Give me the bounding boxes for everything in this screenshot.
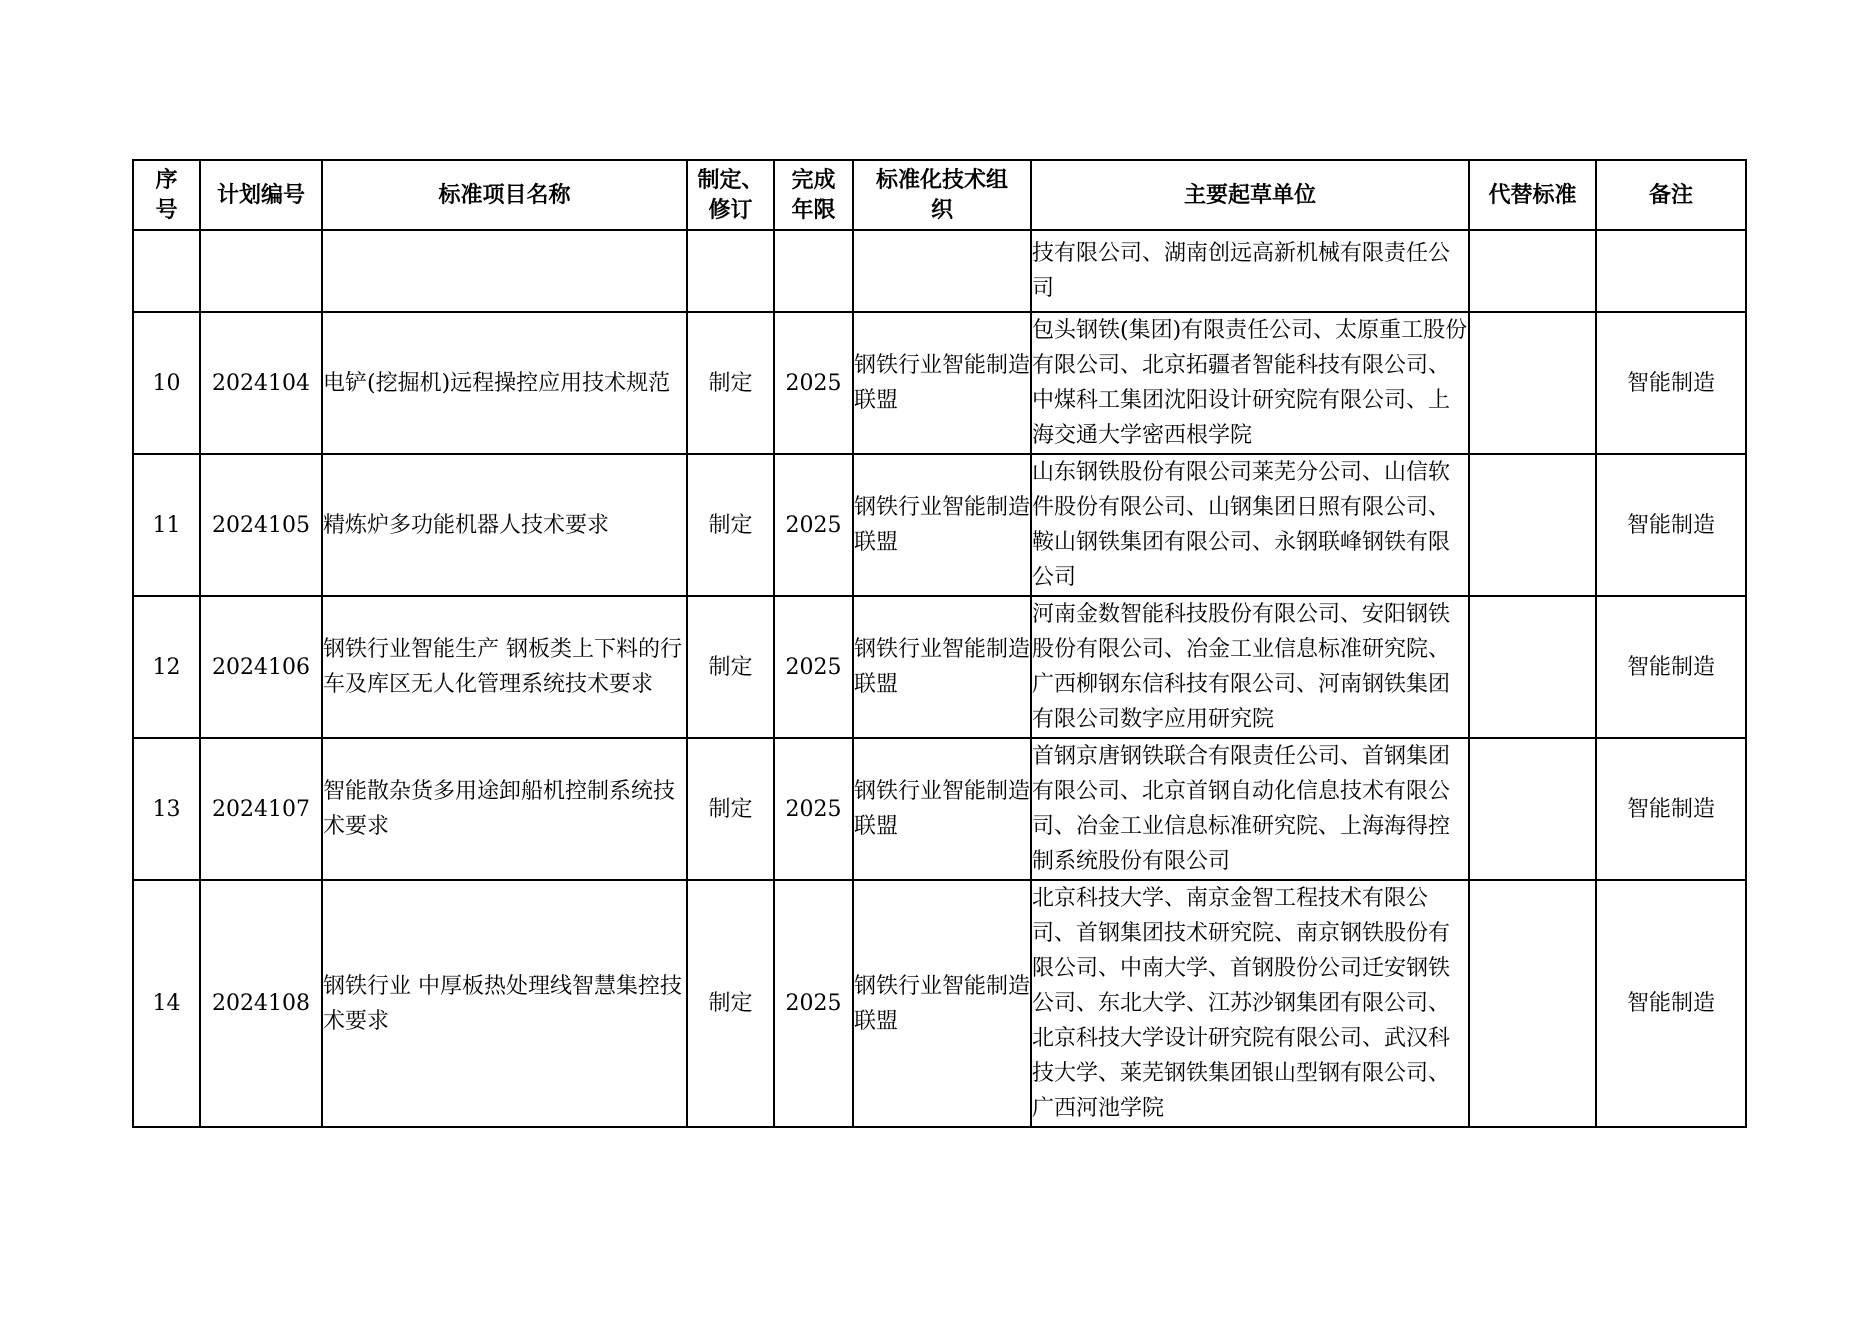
cell-seq: 11 <box>133 454 200 596</box>
cell-seq: 10 <box>133 312 200 454</box>
cell-plan-no: 2024106 <box>200 596 322 738</box>
cell-seq: 12 <box>133 596 200 738</box>
cell-name: 钢铁行业 中厚板热处理线智慧集控技术要求 <box>322 880 687 1127</box>
cell-type: 制定 <box>687 312 774 454</box>
cell-org: 钢铁行业智能制造联盟 <box>853 596 1031 738</box>
cell-seq <box>133 230 200 312</box>
cell-units: 首钢京唐钢铁联合有限责任公司、首钢集团有限公司、北京首钢自动化信息技术有限公司、冶金工业信息标准研究院、上海海得控制系统股份有限公司 <box>1031 738 1469 880</box>
cell-remark: 智能制造 <box>1596 738 1746 880</box>
header-row <box>133 160 1746 230</box>
cell-name <box>322 230 687 312</box>
cell-name: 智能散杂货多用途卸船机控制系统技术要求 <box>322 738 687 880</box>
cell-year: 2025 <box>774 880 853 1127</box>
header-units: 主要起草单位 <box>1031 160 1469 230</box>
cell-org <box>853 230 1031 312</box>
header-name: 标准项目名称 <box>322 160 687 230</box>
cell-remark: 智能制造 <box>1596 312 1746 454</box>
cell-remark: 智能制造 <box>1596 596 1746 738</box>
cell-type: 制定 <box>687 596 774 738</box>
cell-name: 精炼炉多功能机器人技术要求 <box>322 454 687 596</box>
table-row <box>133 454 1746 596</box>
cell-remark: 智能制造 <box>1596 454 1746 596</box>
cell-units: 河南金数智能科技股份有限公司、安阳钢铁股份有限公司、冶金工业信息标准研究院、广西柳钢东信科技有限公司、河南钢铁集团有限公司数字应用研究院 <box>1031 596 1469 738</box>
table-row <box>133 230 1746 312</box>
cell-plan-no: 2024104 <box>200 312 322 454</box>
cell-replace <box>1469 738 1596 880</box>
cell-replace <box>1469 880 1596 1127</box>
cell-seq: 14 <box>133 880 200 1127</box>
cell-year: 2025 <box>774 312 853 454</box>
table-row <box>133 312 1746 454</box>
cell-year: 2025 <box>774 596 853 738</box>
cell-plan-no: 2024105 <box>200 454 322 596</box>
cell-org: 钢铁行业智能制造联盟 <box>853 312 1031 454</box>
cell-type: 制定 <box>687 738 774 880</box>
cell-replace <box>1469 230 1596 312</box>
cell-units: 北京科技大学、南京金智工程技术有限公司、首钢集团技术研究院、南京钢铁股份有限公司、中南大学、首钢股份公司迁安钢铁公司、东北大学、江苏沙钢集团有限公司、北京科技大学设计研究院有限公司、武汉科技大学、莱芜钢铁集团银山型钢有限公司、广西河池学院 <box>1031 880 1469 1127</box>
table-row <box>133 880 1746 1127</box>
cell-year: 2025 <box>774 454 853 596</box>
header-seq: 序 号 <box>133 160 200 230</box>
cell-type: 制定 <box>687 454 774 596</box>
cell-units: 山东钢铁股份有限公司莱芜分公司、山信软件股份有限公司、山钢集团日照有限公司、鞍山钢铁集团有限公司、永钢联峰钢铁有限公司 <box>1031 454 1469 596</box>
cell-year <box>774 230 853 312</box>
table-row <box>133 738 1746 880</box>
cell-plan-no: 2024108 <box>200 880 322 1127</box>
table-row <box>133 596 1746 738</box>
cell-replace <box>1469 312 1596 454</box>
cell-units: 包头钢铁(集团)有限责任公司、太原重工股份有限公司、北京拓疆者智能科技有限公司、中煤科工集团沈阳设计研究院有限公司、上海交通大学密西根学院 <box>1031 312 1469 454</box>
header-org: 标准化技术组 织 <box>853 160 1031 230</box>
cell-org: 钢铁行业智能制造联盟 <box>853 880 1031 1127</box>
standards-plan-table <box>132 159 1747 1128</box>
cell-remark <box>1596 230 1746 312</box>
cell-plan-no: 2024107 <box>200 738 322 880</box>
header-remark: 备注 <box>1596 160 1746 230</box>
cell-replace <box>1469 454 1596 596</box>
cell-name: 钢铁行业智能生产 钢板类上下料的行车及库区无人化管理系统技术要求 <box>322 596 687 738</box>
cell-org: 钢铁行业智能制造联盟 <box>853 738 1031 880</box>
cell-replace <box>1469 596 1596 738</box>
cell-remark: 智能制造 <box>1596 880 1746 1127</box>
cell-plan-no <box>200 230 322 312</box>
cell-org: 钢铁行业智能制造联盟 <box>853 454 1031 596</box>
header-type: 制定、 修订 <box>687 160 774 230</box>
header-replace: 代替标准 <box>1469 160 1596 230</box>
cell-type <box>687 230 774 312</box>
header-year: 完成 年限 <box>774 160 853 230</box>
cell-year: 2025 <box>774 738 853 880</box>
cell-type: 制定 <box>687 880 774 1127</box>
header-plan-no: 计划编号 <box>200 160 322 230</box>
cell-seq: 13 <box>133 738 200 880</box>
cell-units: 技有限公司、湖南创远高新机械有限责任公司 <box>1031 230 1469 312</box>
cell-name: 电铲(挖掘机)远程操控应用技术规范 <box>322 312 687 454</box>
